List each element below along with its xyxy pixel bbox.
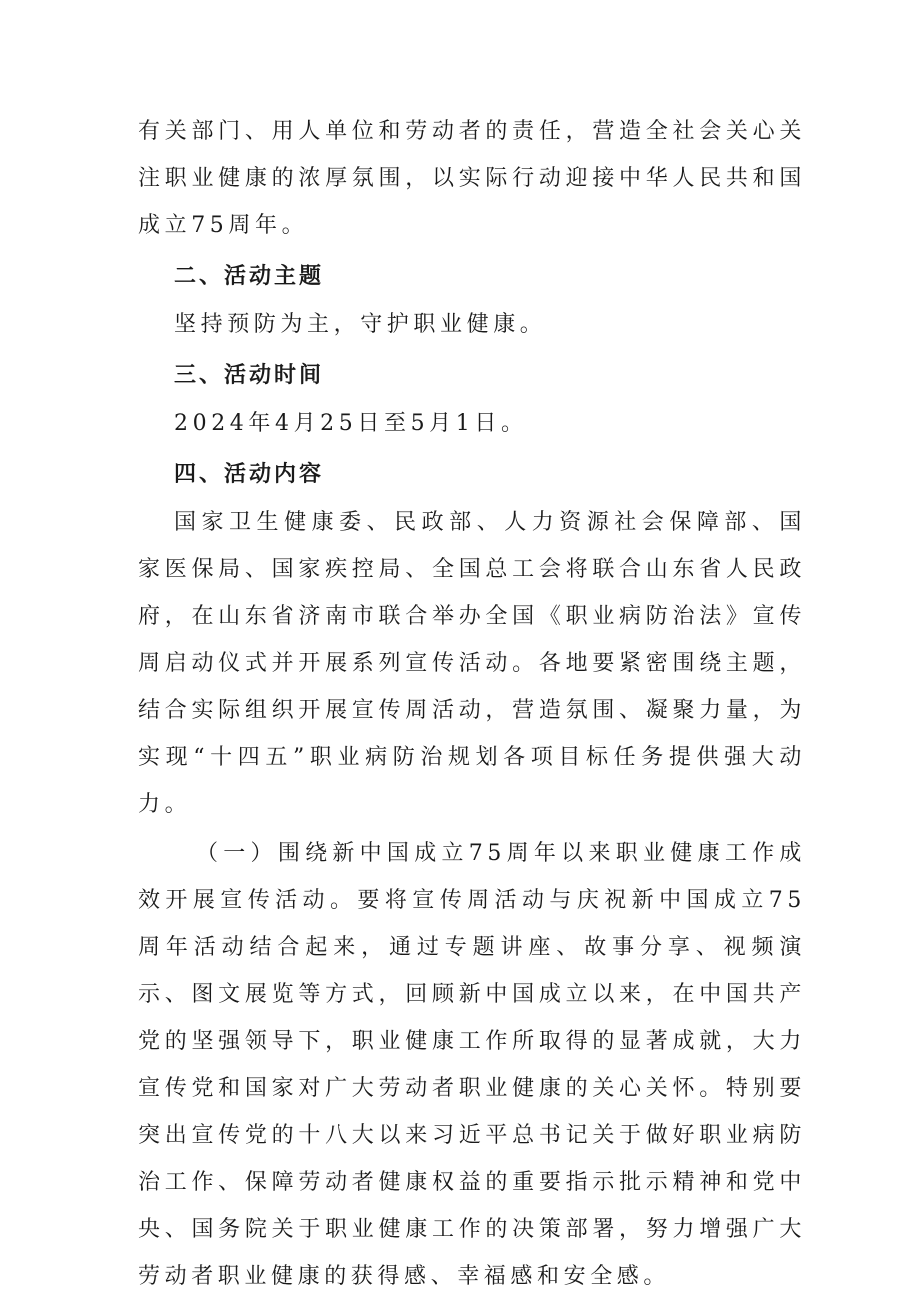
section-2-text: 坚持预防为主，守护职业健康。 [174,312,547,337]
section-3-heading: 三、活动时间 [174,363,325,388]
item-1-paragraph: （一）围绕新中国成立75周年以来职业健康工作成效开展宣传活动。要将宣传周活动与庆祝新中国成立75周年活动结合起来，通过专题讲座、故事分享、视频演示、图文展览等方式，回顾新中国成立以来，在中国共产党的坚强领导下，职业健康工作所取得的显著成就，大力宣传党和国家对广大劳动者职业健康的关心关怀。特别要突出宣传党的十八大以来习近平总书记关于做好职业病防治工作、保障劳动者健康权益的重要指示批示精神和党中央、国务院关于职业健康工作的决策部署，努力增强广大劳动者职业健康的获得感、幸福感和安全感。 [138,841,806,1289]
section-2-heading: 二、活动主题 [174,264,325,289]
section-4-paragraph: 国家卫生健康委、民政部、人力资源社会保障部、国家医保局、国家疾控局、全国总工会将联合山东省人民政府，在山东省济南市联合举办全国《职业病防治法》宣传周启动仪式并开展系列宣传活动。各地要紧密围绕主题，结合实际组织开展宣传周活动，营造氛围、凝聚力量，为实现“十四五”职业病防治规划各项目标任务提供强大动力。 [138,510,806,817]
section-3-text: 2024年4月25日至5月1日。 [174,411,528,436]
section-4-heading: 四、活动内容 [174,462,325,487]
document-body [138,108,806,1300]
intro-continuation-paragraph: 有关部门、用人单位和劳动者的责任，营造全社会关心关注职业健康的浓厚氛围，以实际行动迎接中华人民共和国成立75周年。 [138,119,806,238]
